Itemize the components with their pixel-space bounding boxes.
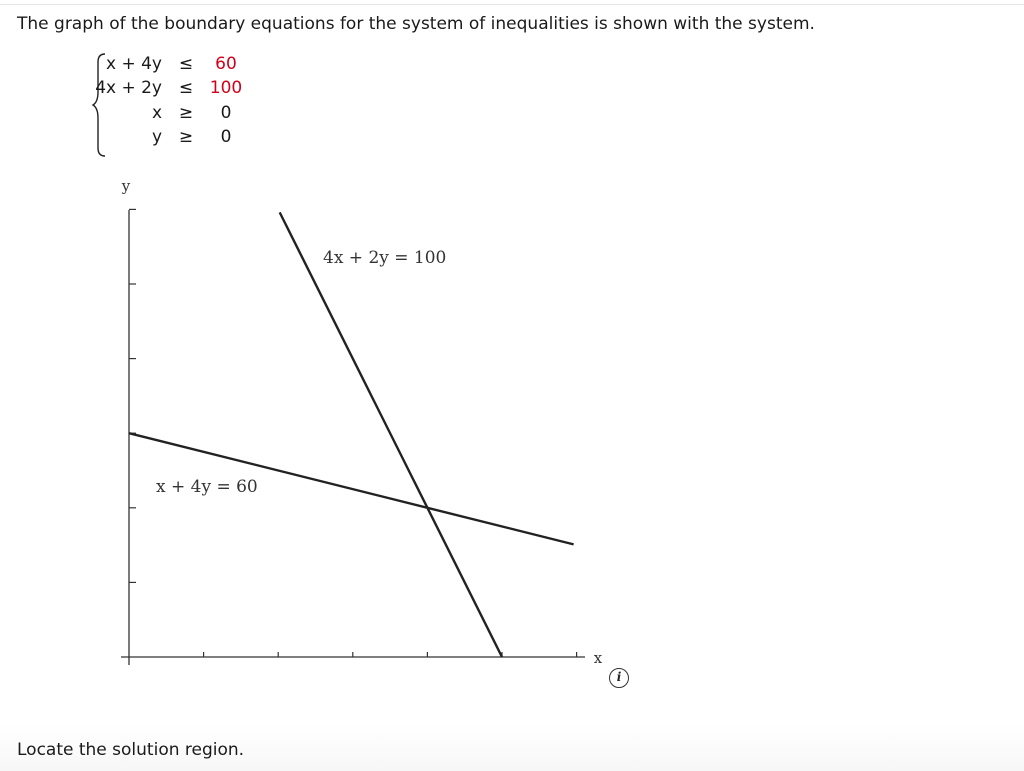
inequality-lhs: 4x + 2y [95, 78, 162, 98]
inequality-rhs: 0 [220, 103, 232, 123]
inequality-rhs: 100 [209, 78, 243, 98]
inequality-lhs: y [151, 127, 162, 147]
boundary-lines [129, 212, 574, 657]
intro-text: The graph of the boundary equations for the system of inequalities is shown with the system. [17, 14, 815, 34]
inequality-relation: ≥ [178, 103, 194, 123]
inequality-relation: ≤ [178, 54, 194, 74]
line-label-4x-2y: 4x + 2y = 100 [323, 248, 447, 268]
inequality-relation: ≤ [178, 78, 194, 98]
inequality-relation: ≥ [178, 127, 194, 147]
line-label-x-4y: x + 4y = 60 [156, 477, 258, 497]
inequality-rhs: 60 [215, 54, 237, 74]
axis-ticks [129, 209, 577, 657]
info-icon[interactable]: i [609, 668, 629, 688]
inequality-lhs: x + 4y [106, 54, 162, 74]
x-axis-label: x [593, 649, 603, 667]
y-axis-label: y [121, 177, 131, 195]
boundary-line-4x-2y [280, 212, 502, 657]
prompt-text: Locate the solution region. [17, 740, 245, 760]
inequality-rhs: 0 [220, 127, 232, 147]
inequality-lhs: x [151, 103, 162, 123]
axes [121, 210, 585, 665]
